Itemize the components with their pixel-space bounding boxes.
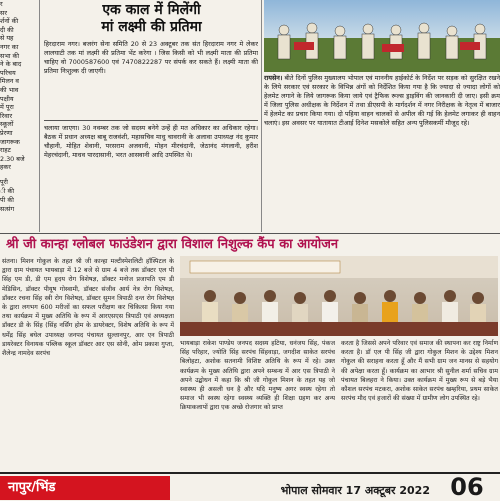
column-rule [39, 0, 40, 232]
footer-rule [0, 472, 500, 474]
headline-line-2: मां लक्ष्मी की प्रतिमा [101, 19, 202, 35]
main-column-3: करता है जिससे अपने परिवार एवं समाज की स्थापना कर राष्ट्र निर्माण करता है। डॉ एल पी सिंह जी द्वारा गोकुल मिशन के उद्देश्य मिशन गोकुल की सराहना करता हूँ और मैं सभी ग्राम जन मानस से सहयोग की अपेक्षा करता हूँ। कार्यक्रम का आभार श्री सुनील शर्मा सचिव ग्राम पंचायत बिलहरा ने किया। उक्त कार्यक्रम में मुख्य रूप से बड़े भैया कौशल सरपंच मटकरा, अशोक साकेत सरपंच खम्हरिया, प्रथम साकेत सरपंच मौद एवं हजारों की संख्या में ग्रामीण लोग उपस्थित रहे। [341, 340, 498, 403]
meeting-story-continued: चलाया जाएगा। 30 नवम्बर तक जो सदस्य बनेगे उन्हें ही मत अधिकार का अधिकार रहेगा। बैठक में प्रधान अध्यक्ष बाबू राजवंशी, महासचिव माधु चावरानी के अलावा उपाध्यक्ष नंद कुमार चौहानी, मोहित शेवानी, परसराम अजवानी, मोहन मीरचंदानी, जेठानंद मंगलानी, हरीश मेहरचंदानी, माधव पारदासानी, भरत आसवानी आदि उपस्थित थे। [44, 124, 258, 159]
helmet-rally-photo [264, 0, 500, 72]
crowd-illustration [264, 0, 500, 72]
section-label: नापुर/भिंड [8, 480, 56, 495]
stage-guests-illustration [180, 256, 498, 336]
caption-body: बीते दिनों पुलिस मुख्यालय भोपाल एवं माननीय हाईकोर्ट के निर्देश पर सड़क को सुरक्षित रखने के लिये सरकार एवं सरकार के विभिन्न अंगों को निर्देशित किया गया है कि ज्यादा से ज्यादा लोगों को हेलमेट लगाने के लिये जागरूक किया जाये एवं ट्रैफिक रूल्स ड्राइविंग की जानकारी दी जाए। इसी क्रम में जिला पुलिस अधीक्षक के निर्देशन में तथा डीएसपी के मार्गदर्शन में नगर निरीक्षक के नेतृत्व में बाजार में हेलमेट का प्रचार किया गया। दो पहिया वाहन चालकों से अपील की गई कि हेलमेट लगाकर ही वाहन चलाएं। इस अवसर पर यातायात टीआई दिनेश मसकोले सहित अन्य पुलिसकर्मी मौजूद रहे। [264, 74, 500, 127]
section-label-bar [0, 476, 170, 500]
caption-place: रायसेन। [264, 74, 283, 82]
left-fragment-lower: पूरी ी की पी की सत्संग [0, 178, 15, 213]
photo-caption [264, 74, 500, 232]
main-column-2: भायबाड़ा राकेश पाण्डेय जनपद सदस्य हटिया, धनंजय सिंह, पंकज सिंह परिहार, ज्योति सिंह सरपंच सिंहवाड़ा, जगदीश साकेत सरपंच बिलोहटा, अशोक सतनामी विशिष्ट अतिथि के रूप में रहे। उक्त कार्यक्रम के मुख्य अतिथि द्वारा अपने सम्बन्ध में आर एस त्रिपाठी ने अपने उद्बोधन में कहा कि श्री जी गोकुल मिशन के तहत यह जो स्वास्थ्य ही असली धन है और यदि मनुष्य अगर स्वस्थ रहेगा तो समाज भी स्वस्थ रहेगा स्वस्थ्य व्यक्ति ही शिक्षा ग्रहण कर अन्य क्रियाकलापों द्वारा एक अच्छे रोजगार को प्राप्त [180, 340, 335, 412]
left-fragment-column: र सर र्शनों की दी की से यह नगर का सभा की ने के बाद परिचय मिलन व की भाव पक्षीय में पूरा रिवार स्कूलों प्रेरणा जागरूक राहट 2.30 बजे हकर [0, 0, 25, 172]
footer-dateline: भोपाल सोमवार 17 अक्टूबर 2022 [280, 484, 430, 497]
headline-line-1: एक काल में मिलेंगी [102, 2, 201, 18]
main-column-1: संतना। मिशन गोकुल के तहत श्री जी कान्हा मल्टीस्पेशलिटी हॉस्पिटल के द्वारा ग्राम पंचायत भायबाड़ा में 12 बजे से ग्राम 4 बजे तक डॉक्टर एल पी सिंह एम डी, डी एम हृदय रोग विशेषज्ञ, डॉक्टर मनोज प्रजापति एम डी मेडिसिन, डॉक्टर पीयूष गोस्वामी, डॉक्टर संजीव आर्य नेत्र रोग विशेषज्ञ, डॉक्टर रचना सिंह स्त्री रोग विशेषज्ञ, डॉक्टर सुमन त्रिपाठी दन्त रोग विशेषज्ञ के द्वारा लगभग 600 मरीजों का सफल परीक्षण कर चिकित्सा किया गया तथा कार्यक्रम में मुख्य अतिथि के रूप में आरएसएस त्रिपाठी एवं अध्यक्षता डॉक्टर डी के सिंह (सिंह नर्सिंग होम के डायरेक्टर, विशेष अतिथि के रूप में धर्मेंद्र सिंह बघेल उपाध्यक्ष जनपद पंचायत सुल्तानपुर, आर एन त्रिपाठी डायरेक्टर विनायक पब्लिक स्कूल डॉक्टर आर एस सोनी, ओम प्रकाश गुप्ता, शैलेन्द्र नामदेव सरपंच [2, 258, 174, 358]
story-body: हिरदाराम नगर। बजरंग सेना समिति 20 से 23 अक्टूबर तक संत हिरदाराम नगर मे लेकर लालघाटी तक मां लक्ष्मी की प्रतिमा भेंट करेगा । जिस किसी को भी लक्ष्मी माता की प्रतिमा चाहिए वो 7000587600 एवं 7470822287 पर संपर्क कर सकते हैं। लक्ष्मी माता की प्रतिमा निःशुल्क दी जाएगी। [44, 40, 258, 75]
main-top-rule [0, 233, 500, 234]
camp-stage-photo [180, 256, 498, 336]
story-headline [44, 2, 259, 36]
story-bottom-rule [44, 120, 258, 121]
column-rule-2 [261, 0, 262, 232]
main-headline: श्री जी कान्हा ग्लोबल फाउंडेशन द्वारा विशाल निशुल्क कैंप का आयोजन [6, 237, 339, 252]
page-number: 06 [450, 473, 484, 501]
